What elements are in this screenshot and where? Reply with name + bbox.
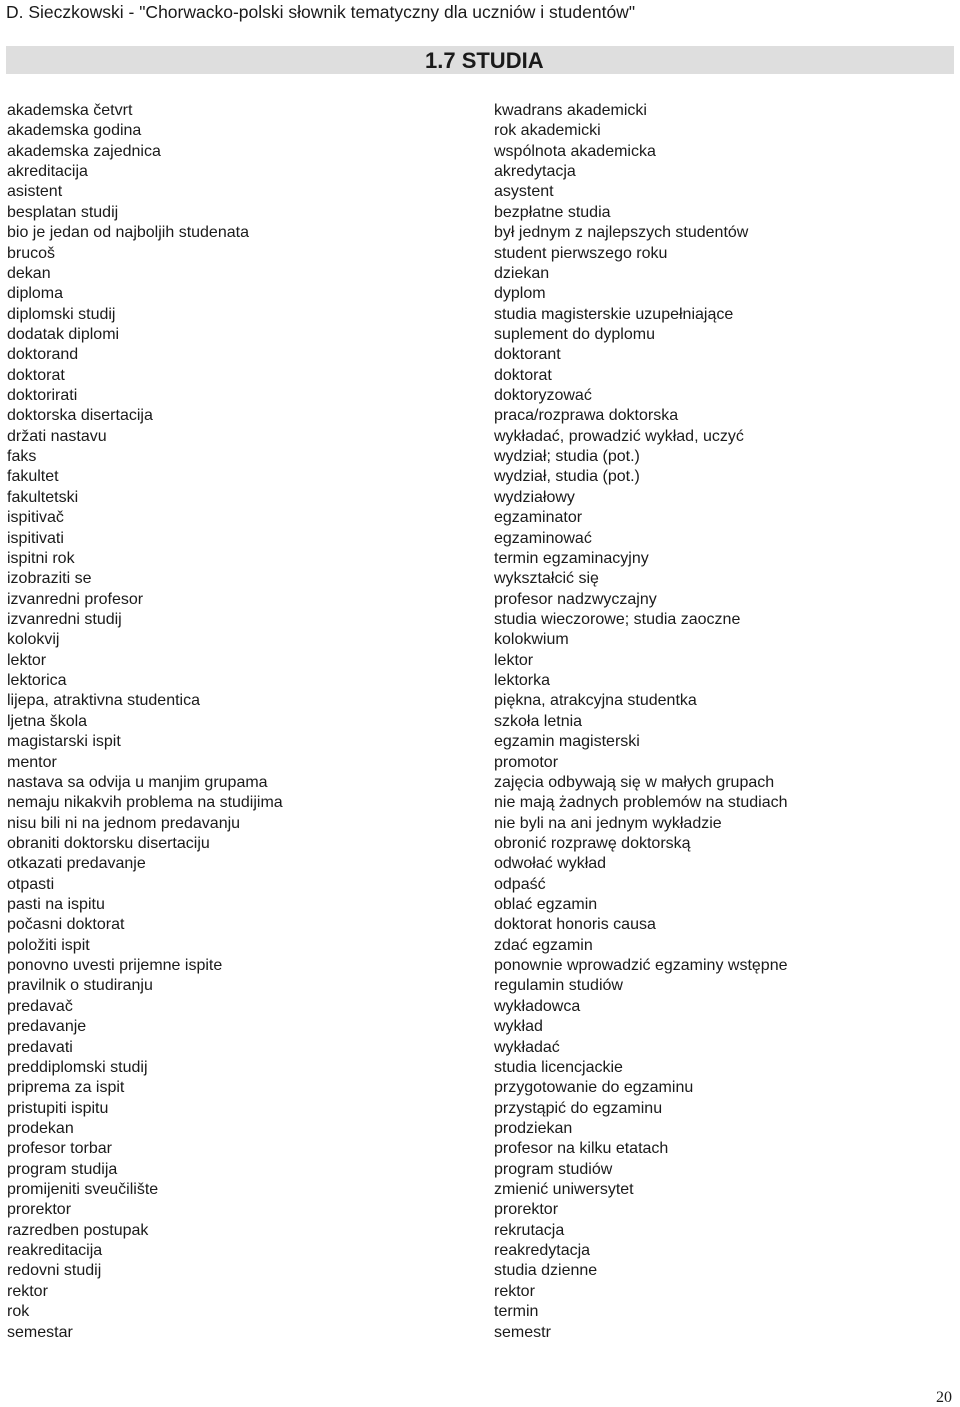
croatian-term: besplatan studij — [7, 203, 119, 221]
glossary-entry — [0, 467, 960, 487]
polish-term: szkoła letnia — [494, 712, 583, 730]
polish-term: ponownie wprowadzić egzaminy wstępne — [494, 957, 788, 975]
page-number: 20 — [936, 1389, 952, 1406]
polish-term: przygotowanie do egzaminu — [494, 1079, 694, 1097]
glossary-entry — [0, 732, 960, 752]
glossary-entry — [0, 529, 960, 549]
croatian-term: preddiplomski studij — [7, 1058, 148, 1076]
polish-term: prorektor — [494, 1201, 559, 1219]
polish-term: suplement do dyplomu — [494, 325, 655, 343]
polish-term: obronić rozprawę doktorską — [494, 834, 691, 852]
glossary-entry — [0, 1282, 960, 1302]
glossary-entry — [0, 1017, 960, 1037]
polish-term: przystąpić do egzaminu — [494, 1099, 663, 1117]
polish-term: zajęcia odbywają się w małych grupach — [494, 773, 775, 791]
glossary-entry — [0, 121, 960, 141]
croatian-term: položiti ispit — [7, 936, 90, 954]
polish-term: był jednym z najlepszych studentów — [494, 224, 749, 242]
polish-term: doktorat honoris causa — [494, 916, 656, 934]
glossary-entry — [0, 753, 960, 773]
glossary-entry — [0, 386, 960, 406]
glossary-entry — [0, 1119, 960, 1139]
glossary-entry — [0, 814, 960, 834]
polish-term: odwołać wykład — [494, 855, 607, 873]
croatian-term: ispitni rok — [7, 549, 75, 567]
croatian-term: razredben postupak — [7, 1221, 149, 1239]
croatian-term: držati nastavu — [7, 427, 107, 445]
polish-term: oblać egzamin — [494, 896, 598, 914]
glossary-entry — [0, 142, 960, 162]
croatian-term: pristupiti ispitu — [7, 1099, 109, 1117]
croatian-term: nastava sa odvija u manjim grupama — [7, 773, 268, 791]
glossary-entry — [0, 1160, 960, 1180]
polish-term: rektor — [494, 1282, 535, 1300]
glossary-entry — [0, 182, 960, 202]
polish-term: studia magisterskie uzupełniające — [494, 305, 734, 323]
croatian-term: magistarski ispit — [7, 733, 121, 751]
croatian-term: doktorska disertacija — [7, 407, 153, 425]
glossary-entry — [0, 936, 960, 956]
glossary-entry — [0, 651, 960, 671]
glossary-entry — [0, 264, 960, 284]
croatian-term: izvanredni profesor — [7, 590, 144, 608]
croatian-term: akademska četvrt — [7, 102, 133, 119]
croatian-term: počasni doktorat — [7, 916, 125, 934]
glossary-entry — [0, 834, 960, 854]
glossary-entry — [0, 549, 960, 569]
polish-term: dziekan — [494, 264, 550, 282]
glossary-entry — [0, 875, 960, 895]
croatian-term: reakreditacija — [7, 1242, 103, 1260]
glossary-entry — [0, 1221, 960, 1241]
polish-term: wykładać, prowadzić wykład, uczyć — [494, 427, 744, 445]
polish-term: student pierwszego roku — [494, 244, 668, 262]
polish-term: termin — [494, 1303, 539, 1321]
polish-term: termin egzaminacyjny — [494, 549, 649, 567]
polish-term: rok akademicki — [494, 122, 601, 140]
polish-term: dyplom — [494, 285, 546, 303]
glossary-entry — [0, 773, 960, 793]
croatian-term: bio je jedan od najboljih studenata — [7, 224, 249, 242]
croatian-term: otkazati predavanje — [7, 855, 146, 873]
glossary-entry — [0, 1058, 960, 1078]
glossary-entry — [0, 1261, 960, 1281]
croatian-term: fakultet — [7, 468, 59, 486]
polish-term: doktoryzować — [494, 387, 592, 405]
glossary-entry — [0, 1302, 960, 1322]
glossary-entry — [0, 366, 960, 386]
polish-term: nie mają żadnych problemów na studiach — [494, 794, 788, 812]
croatian-term: redovni studij — [7, 1262, 102, 1280]
polish-term: wykład — [494, 1018, 543, 1036]
glossary-entry — [0, 671, 960, 691]
glossary-entry — [0, 630, 960, 650]
polish-term: egzaminować — [494, 529, 592, 547]
polish-term: piękna, atrakcyjna studentka — [494, 692, 697, 710]
croatian-term: predavanje — [7, 1018, 87, 1036]
polish-term: wykładowca — [494, 997, 581, 1015]
polish-term: studia dzienne — [494, 1262, 598, 1280]
glossary-entry — [0, 345, 960, 365]
croatian-term: kolokvij — [7, 631, 60, 649]
glossary-entry — [0, 1099, 960, 1119]
polish-term: kwadrans akademicki — [494, 102, 647, 119]
croatian-term: akreditacija — [7, 163, 88, 181]
glossary-entry — [0, 162, 960, 182]
glossary-entry — [0, 895, 960, 915]
polish-term: program studiów — [494, 1160, 613, 1178]
glossary-entry — [0, 793, 960, 813]
glossary-entry — [0, 508, 960, 528]
polish-term: wydział; studia (pot.) — [494, 448, 640, 466]
glossary-entry — [0, 305, 960, 325]
glossary-entry — [0, 712, 960, 732]
polish-term: praca/rozprawa doktorska — [494, 407, 679, 425]
polish-term: egzamin magisterski — [494, 733, 640, 751]
croatian-term: nemaju nikakvih problema na studijima — [7, 794, 283, 812]
croatian-term: izvanredni studij — [7, 610, 122, 628]
section-heading-bar — [6, 46, 954, 74]
glossary-entry — [0, 406, 960, 426]
croatian-term: semestar — [7, 1323, 73, 1341]
glossary-entry — [0, 997, 960, 1017]
glossary-entry — [0, 488, 960, 508]
glossary-entry — [0, 1139, 960, 1159]
polish-term: egzaminator — [494, 509, 583, 527]
polish-term: wspólnota akademicka — [494, 142, 656, 160]
polish-term: zmienić uniwersytet — [494, 1181, 634, 1199]
croatian-term: ispitivati — [7, 529, 64, 547]
croatian-term: lijepa, atraktivna studentica — [7, 692, 200, 710]
section-title: 1.7 STUDIA — [425, 48, 544, 73]
croatian-term: nisu bili ni na jednom predavanju — [7, 814, 241, 832]
croatian-term: pravilnik o studiranju — [7, 977, 153, 995]
polish-term: profesor nadzwyczajny — [494, 590, 657, 608]
croatian-term: obraniti doktorsku disertaciju — [7, 834, 210, 852]
croatian-term: akademska zajednica — [7, 142, 161, 160]
croatian-term: lektor — [7, 651, 47, 669]
glossary-entry — [0, 1241, 960, 1261]
croatian-term: dekan — [7, 264, 51, 282]
glossary-entry — [0, 101, 960, 121]
polish-term: semestr — [494, 1323, 551, 1341]
croatian-term: doktorat — [7, 366, 65, 384]
polish-term: akredytacja — [494, 163, 576, 181]
polish-term: nie byli na ani jednym wykładzie — [494, 814, 722, 832]
croatian-term: faks — [7, 448, 37, 466]
croatian-term: dodatak diplomi — [7, 325, 120, 343]
glossary-entry — [0, 691, 960, 711]
glossary-entry — [0, 610, 960, 630]
croatian-term: predavati — [7, 1038, 73, 1056]
croatian-term: diploma — [7, 285, 64, 303]
polish-term: studia wieczorowe; studia zaoczne — [494, 610, 741, 628]
polish-term: asystent — [494, 183, 554, 201]
croatian-term: priprema za ispit — [7, 1079, 125, 1097]
polish-term: prodziekan — [494, 1119, 573, 1137]
polish-term: odpaść — [494, 875, 546, 893]
croatian-term: diplomski studij — [7, 305, 116, 323]
croatian-term: ispitivač — [7, 509, 64, 527]
croatian-term: lektorica — [7, 672, 67, 690]
polish-term: regulamin studiów — [494, 977, 623, 995]
croatian-term: izobraziti se — [7, 570, 92, 588]
polish-term: studia licencjackie — [494, 1058, 623, 1076]
glossary-entry — [0, 854, 960, 874]
glossary-entry — [0, 1038, 960, 1058]
glossary-list — [0, 101, 960, 1343]
glossary-entry — [0, 569, 960, 589]
croatian-term: doktorirati — [7, 387, 78, 405]
polish-term: kolokwium — [494, 631, 569, 649]
polish-term: promotor — [494, 753, 559, 771]
croatian-term: prorektor — [7, 1201, 72, 1219]
glossary-entry — [0, 590, 960, 610]
glossary-entry — [0, 427, 960, 447]
croatian-term: pasti na ispitu — [7, 896, 105, 914]
glossary-entry — [0, 284, 960, 304]
glossary-entry — [0, 223, 960, 243]
croatian-term: program studija — [7, 1160, 118, 1178]
glossary-entry — [0, 203, 960, 223]
polish-term: lektor — [494, 651, 534, 669]
polish-term: wykładać — [494, 1038, 560, 1056]
glossary-entry — [0, 976, 960, 996]
croatian-term: prodekan — [7, 1119, 74, 1137]
polish-term: bezpłatne studia — [494, 203, 611, 221]
croatian-term: fakultetski — [7, 488, 79, 506]
polish-term: doktorat — [494, 366, 552, 384]
croatian-term: rok — [7, 1303, 30, 1321]
croatian-term: ponovno uvesti prijemne ispite — [7, 957, 223, 975]
croatian-term: otpasti — [7, 875, 55, 893]
croatian-term: asistent — [7, 183, 63, 201]
croatian-term: rektor — [7, 1282, 48, 1300]
glossary-entry — [0, 1200, 960, 1220]
glossary-entry — [0, 1078, 960, 1098]
polish-term: lektorka — [494, 672, 551, 690]
running-header: D. Sieczkowski - "Chorwacko-polski słownik tematyczny dla uczniów i studentów" — [6, 2, 636, 22]
glossary-entry — [0, 325, 960, 345]
polish-term: wykształcić się — [494, 570, 599, 588]
croatian-term: promijeniti sveučilište — [7, 1181, 159, 1199]
glossary-entry — [0, 244, 960, 264]
croatian-term: profesor torbar — [7, 1140, 112, 1158]
croatian-term: akademska godina — [7, 122, 142, 140]
glossary-entry — [0, 447, 960, 467]
croatian-term: brucoš — [7, 244, 56, 262]
polish-term: wydział, studia (pot.) — [494, 468, 640, 486]
polish-term: rekrutacja — [494, 1221, 565, 1239]
croatian-term: ljetna škola — [7, 712, 88, 730]
polish-term: wydziałowy — [494, 488, 575, 506]
polish-term: reakredytacja — [494, 1242, 591, 1260]
glossary-entry — [0, 956, 960, 976]
croatian-term: mentor — [7, 753, 57, 771]
polish-term: zdać egzamin — [494, 936, 593, 954]
croatian-term: doktorand — [7, 346, 79, 364]
glossary-entry — [0, 1323, 960, 1343]
polish-term: doktorant — [494, 346, 561, 364]
polish-term: profesor na kilku etatach — [494, 1140, 669, 1158]
croatian-term: predavač — [7, 997, 73, 1015]
glossary-entry — [0, 1180, 960, 1200]
glossary-entry — [0, 915, 960, 935]
